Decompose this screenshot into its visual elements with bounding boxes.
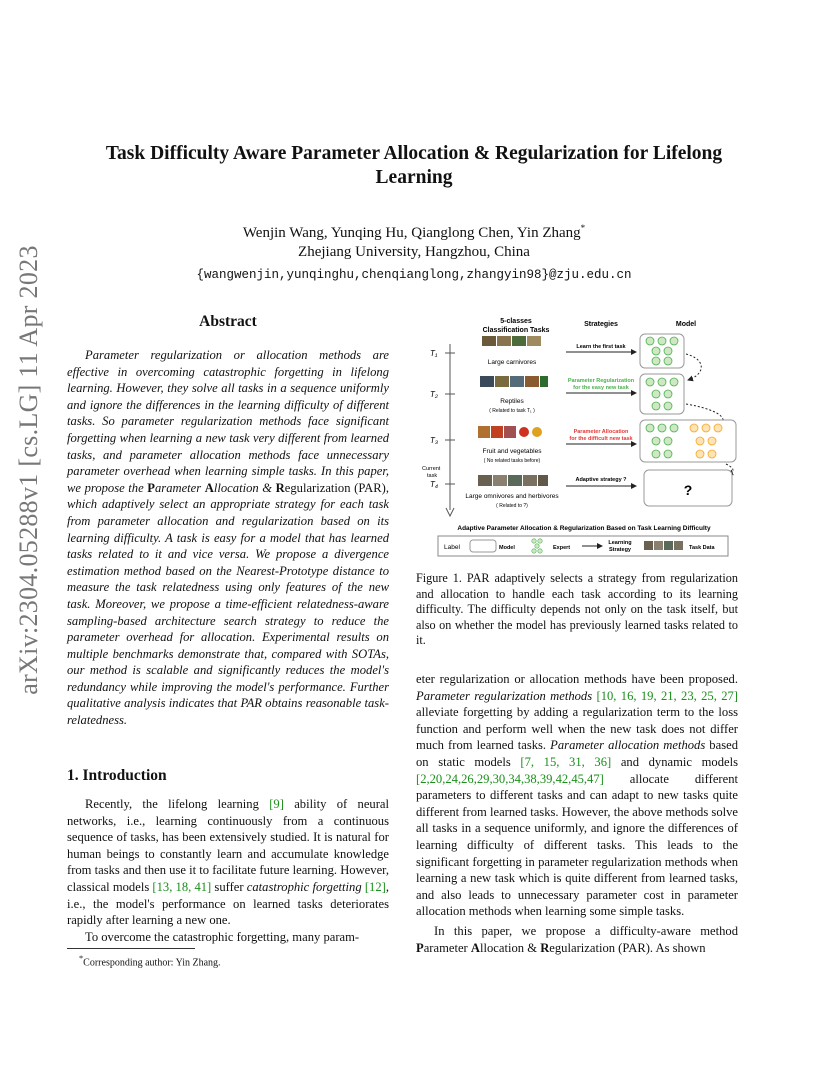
title-line-2: Learning xyxy=(375,167,453,188)
figure-banner: Adaptive Parameter Allocation & Regularization Based on Task Learning Difficulty xyxy=(457,525,711,532)
intro-paragraph-2: To overcome the catastrophic forgetting, many param- xyxy=(85,929,360,944)
author-footnote-mark: * xyxy=(580,223,586,233)
intro-text: ability of neural networks, i.e., learning continuously from a continuous sequence of tasks, has been extensively studied. It is natural for human beings to constantly learn and accumulate knowledge from tasks and then use it to facilitate future learning. However, classical models xyxy=(67,797,389,894)
abstract-bold-p: P xyxy=(147,480,155,495)
citation-link[interactable]: [12] xyxy=(364,879,386,894)
task1-thumbnail xyxy=(512,336,526,346)
body-bold: R xyxy=(540,940,550,955)
legend-expert-node xyxy=(535,544,539,548)
task3-thumbnail xyxy=(504,426,516,438)
new-expert-node xyxy=(696,450,704,458)
strategy-1: Learn the first task xyxy=(576,344,626,350)
model-transition-1 xyxy=(686,354,701,380)
body-text: arameter xyxy=(423,940,471,955)
model-2 xyxy=(640,374,684,414)
task2-thumbnail xyxy=(540,376,548,387)
task3-thumbnail xyxy=(478,426,490,438)
citation-link[interactable]: [9] xyxy=(269,797,284,811)
task1-thumbnail xyxy=(527,336,541,346)
expert-node xyxy=(658,424,666,432)
author-emails: {wangwenjin,yunqinghu,chenqianglong,zhangyin98}@zju.edu.cn xyxy=(196,268,632,282)
paper-title xyxy=(70,142,758,190)
expert-node xyxy=(652,450,660,458)
legend-data-thumbnail xyxy=(674,541,683,550)
legend-strategy: Learning xyxy=(608,540,632,546)
expert-node xyxy=(652,402,660,410)
citation-link[interactable]: [2,20,24,26,29,30,34,38,39,42,45,47] xyxy=(416,771,604,786)
legend-label: Label xyxy=(444,544,460,551)
expert-node xyxy=(652,347,660,355)
legend-data: Task Data xyxy=(689,545,715,551)
author-block xyxy=(70,219,758,285)
intro-body xyxy=(67,796,389,945)
expert-node xyxy=(664,402,672,410)
affiliation: Zhejiang University, Hangzhou, China xyxy=(298,244,530,260)
body-text: egularization (PAR). As shown xyxy=(549,940,706,955)
task4-images xyxy=(478,475,548,486)
expert-node xyxy=(670,424,678,432)
author-list: Wenjin Wang, Yunqing Hu, Qianglong Chen, Yin Zhang xyxy=(242,225,581,241)
abstract-text-1: Parameter regularization or allocation methods are effective in overcoming catastrophic forgetting in lifelong learning. However, they solve all tasks in a sequence uniformly and ignore the differences in the learning difficulty of different tasks. So parameter regularization methods face significant forgetting when learning a new task very different from learned tasks, and parameter allocation methods face unnecessary parameter overhead when learning simple tasks. In this paper, we propose the xyxy=(67,348,389,495)
new-expert-node xyxy=(714,424,722,432)
task4-thumbnail xyxy=(508,475,522,486)
task4-label: Large omnivores and herbivores xyxy=(465,493,559,500)
legend-model-swatch xyxy=(470,540,496,552)
body-text: alleviate forgetting by adding a regularization term to the loss function and perform well when the new task does not differ much from learned tasks. xyxy=(416,705,738,753)
task2-thumbnail xyxy=(495,376,509,387)
abstract-text-regularization: egularization (PAR), xyxy=(284,480,389,495)
new-expert-node xyxy=(708,450,716,458)
header-tasks-2: Classification Tasks xyxy=(482,327,550,334)
task2-note: ( Related to task T₁ ) xyxy=(489,408,535,414)
expert-node xyxy=(658,337,666,345)
strategy-3: Parameter Allocation xyxy=(573,429,629,435)
right-paragraph-2 xyxy=(416,923,738,956)
expert-node xyxy=(670,378,678,386)
task4-thumbnail xyxy=(538,475,548,486)
abstract-heading: Abstract xyxy=(199,313,257,330)
title-line-1: Task Difficulty Aware Parameter Allocation & Regularization for Lifelong xyxy=(105,143,723,164)
figure-1-svg xyxy=(416,314,738,564)
right-paragraph-1 xyxy=(416,671,738,920)
expert-node xyxy=(658,378,666,386)
expert-node xyxy=(670,337,678,345)
task2-images xyxy=(480,376,548,387)
header-tasks: 5-classes xyxy=(500,318,532,325)
header-model: Model xyxy=(675,321,697,328)
expert-node xyxy=(664,357,672,365)
header-strategies: Strategies xyxy=(584,321,618,328)
citation-link[interactable]: [7, 15, 31, 36] xyxy=(520,754,612,769)
author-names xyxy=(70,219,758,243)
task3-thumbnail xyxy=(532,427,542,437)
intro-emphasis: catastrophic forgetting xyxy=(246,879,362,894)
strategy-2: Parameter Regularization xyxy=(567,378,635,384)
task2-thumbnail xyxy=(525,376,539,387)
new-expert-node xyxy=(702,424,710,432)
figure-legend xyxy=(438,536,728,556)
expert-node xyxy=(664,450,672,458)
legend-expert: Expert xyxy=(553,545,571,551)
legend-data-thumbnail xyxy=(654,541,663,550)
task2-thumbnail xyxy=(510,376,524,387)
current-task-label-2: task xyxy=(427,473,438,479)
strategy-3-b: for the difficult new task xyxy=(569,436,633,442)
expert-node xyxy=(652,357,660,365)
strategy-2-b: for the easy new task xyxy=(573,385,629,391)
new-expert-node xyxy=(708,437,716,445)
expert-node xyxy=(652,437,660,445)
footnote-mark: * xyxy=(79,954,84,963)
t3-label: T₃ xyxy=(430,436,439,445)
task1-images xyxy=(482,336,541,346)
task3-label: Fruit and vegetables xyxy=(482,448,542,455)
legend-expert-node xyxy=(532,539,536,543)
model-1 xyxy=(640,334,684,368)
abstract-body xyxy=(67,347,389,729)
body-emphasis: Parameter regularization methods xyxy=(416,688,593,703)
expert-node xyxy=(664,390,672,398)
citation-link[interactable]: [13, 18, 41] xyxy=(152,879,212,894)
legend-strategy-2: Strategy xyxy=(608,547,632,553)
task1-thumbnail xyxy=(482,336,496,346)
arxiv-identifier: arXiv:2304.05288v1 [cs.LG] 11 Apr 2023 xyxy=(14,245,43,695)
t1-label: T₁ xyxy=(430,349,438,358)
citation-link[interactable]: [10, 16, 19, 21, 23, 25, 27] xyxy=(596,688,739,703)
footnote-rule xyxy=(67,948,195,949)
legend-model: Model xyxy=(499,545,515,551)
legend-expert-node xyxy=(538,549,542,553)
t2-label: T₂ xyxy=(430,390,438,399)
body-text: and dynamic models xyxy=(611,754,738,769)
task3-images xyxy=(478,426,542,438)
footnote xyxy=(67,952,389,969)
abstract-bold-a: A xyxy=(204,480,214,495)
task4-thumbnail xyxy=(523,475,537,486)
unknown-model-mark: ? xyxy=(683,482,693,498)
intro-heading: 1. Introduction xyxy=(67,767,167,784)
legend-data-thumbnail xyxy=(644,541,653,550)
current-task-label: Current xyxy=(422,466,441,472)
task2-label: Reptiles xyxy=(500,398,524,405)
footnote-text: Corresponding author: Yin Zhang. xyxy=(83,957,221,969)
task3-note: ( No related tasks before) xyxy=(483,458,541,464)
expert-node xyxy=(664,437,672,445)
strategy-4: Adaptive strategy ? xyxy=(575,477,627,483)
task4-note: ( Related to ?) xyxy=(496,503,528,509)
expert-node xyxy=(646,337,654,345)
task3-thumbnail xyxy=(519,427,529,437)
new-expert-node xyxy=(696,437,704,445)
task4-thumbnail xyxy=(493,475,507,486)
task1-label: Large carnivores xyxy=(487,359,537,366)
t4-label: T₄ xyxy=(430,480,439,489)
legend-expert-node xyxy=(538,539,542,543)
task4-thumbnail xyxy=(478,475,492,486)
body-text: based on static models xyxy=(416,738,738,769)
body-bold: P xyxy=(416,940,424,955)
intro-text: Recently, the lifelong learning xyxy=(85,797,270,811)
figure-caption: Figure 1. PAR adaptively selects a strategy from regularization and allocation to handle each task according to its learning difficulty. The difficulty depends not only on the task itself, but also on whether the model has previously learned tasks related to it. xyxy=(416,571,738,647)
right-column-body xyxy=(416,671,738,956)
body-bold: A xyxy=(470,940,481,955)
arxiv-sidebar xyxy=(14,245,44,695)
task2-thumbnail xyxy=(480,376,494,387)
intro-text: , i.e., the model's performance on learned tasks deteriorates rapidly after learning a new one. xyxy=(67,879,389,928)
expert-node xyxy=(664,347,672,355)
abstract-bold-r: R xyxy=(275,480,285,495)
intro-paragraph-1 xyxy=(67,796,389,929)
task3-thumbnail xyxy=(491,426,503,438)
body-text: In this paper, we propose a difficulty-aware method xyxy=(434,923,738,938)
figure-1 xyxy=(416,314,738,564)
body-text: llocation & xyxy=(480,940,541,955)
expert-node xyxy=(652,390,660,398)
legend-data-thumbnail xyxy=(664,541,673,550)
body-text: eter regularization or allocation methods have been proposed. xyxy=(416,672,738,686)
abstract-text-2: which adaptively select an appropriate strategy for each task from parameter allocation and regularization based on its learning difficulty. A task is easy for a model that has learned tasks related to it and vice versa. We propose a divergence estimation method based on the Nearest-Prototype distance to measure the task relatedness using only features of the new task. Moreover, we propose a time-efficient relatedness-aware sampling-based architecture search strategy to reduce the parameter overhead for allocation. Experimental results on multiple benchmarks demonstrate that, compared with SOTAs, our method is scalable and significantly reduces the model's redundancy while improving the model's performance. Further qualitative analysis indicates that PAR obtains reasonable task-relatedness. xyxy=(67,497,389,728)
legend-expert-node xyxy=(532,549,536,553)
model-3 xyxy=(640,420,736,462)
task1-thumbnail xyxy=(497,336,511,346)
model-4 xyxy=(644,470,732,506)
body-emphasis: Parameter allocation methods xyxy=(550,738,706,753)
new-expert-node xyxy=(690,424,698,432)
abstract-text-allocation: llocation & xyxy=(213,480,276,495)
abstract-text-parameter: arameter xyxy=(155,480,205,495)
expert-node xyxy=(646,424,654,432)
body-text: allocate different parameters to different tasks and can adapt to new tasks quite different from learned tasks. However, the above methods solve all tasks in a sequence uniformly, and ignore the differences of learning difficulty of different tasks. This leads to the significant forgetting in parameter regularization methods when learning a new task which is quite different from learned tasks, and also leads to unnecessary parameter cost in parameter allocation methods when learning some simple tasks. xyxy=(416,771,738,919)
intro-text: suffer xyxy=(211,879,247,894)
expert-node xyxy=(646,378,654,386)
